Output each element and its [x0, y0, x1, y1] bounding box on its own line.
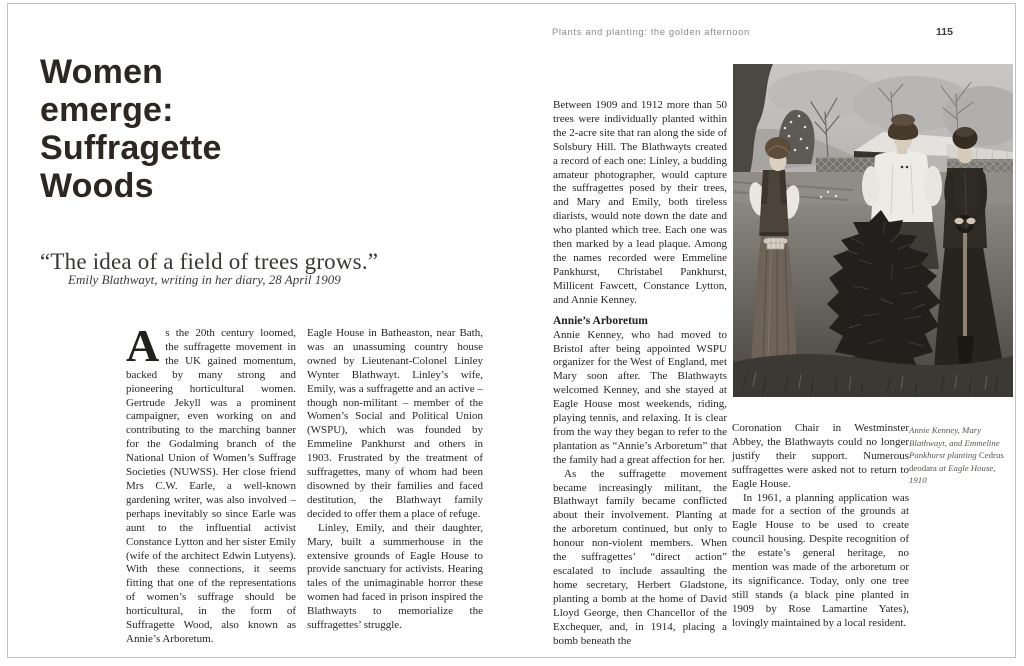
title-line: Women: [40, 52, 164, 91]
left-page-column-1: [126, 320, 296, 647]
body-paragraph: In 1961, a planning application was made for a section of the grounds at Eagle House to be used to create council housing. Despite recognition of the estate’s general heritage, no mention was made of the arboretum or its significance. Today, only one tree still stands (a black pine planted in 1909 by Rose Lamartine Yates), lovingly maintained by a local resident.: [732, 491, 909, 629]
body-paragraph: Linley, Emily, and their daughter, Mary, built a summerhouse in the extensive grounds of Eagle House to provide sanctuary for activists. Hearing tales of the unimaginable horror these women had faced in prison inspired the Blathwayts to memorialize the suffragettes’ struggle.: [307, 521, 483, 632]
title-line: Suffragette: [40, 128, 222, 167]
photo-illustration: [733, 64, 1013, 397]
chapter-title: [40, 53, 370, 205]
drop-cap: A: [126, 320, 160, 371]
body-paragraph: Coronation Chair in Westminster Abbey, the Blathwayts could no longer justify their support. Numerous suffragettes were asked not to return to Eagle House.: [732, 422, 909, 490]
caption-species-name: Cedrus deodara: [909, 450, 1004, 473]
right-page-column-1: [553, 99, 727, 648]
title-line: Woods: [40, 166, 154, 205]
archival-photo: [733, 64, 1013, 397]
title-line: emerge:: [40, 90, 174, 129]
body-paragraph: Between 1909 and 1912 more than 50 trees were individually planted within the 2-acre site that ran along the side of Solsbury Hill. The Blathwayts created a record of each one: Linley, a budding amateur photographer, would capture the suffragettes posed by their trees, and Mary and Emily, both tireless diarists, would note down the date and who planted which tree. Each one was then marked by a lead plaque. Among the names recorded were Emmeline Pankhurst, Christabel Pankhurst, Millicent Fawcett, Constance Lytton, and Annie Kenney.: [553, 99, 727, 306]
quote-attribution: Emily Blathwayt, writing in her diary, 28 April 1909: [68, 272, 341, 287]
body-text: s the 20th century loomed, the suffragette movement in the UK gained momentum, backed by many strong and pioneering horticultural women. Gertrude Jekyll was a prominent campaigner, even working on and contributing to the marching banner for the Godalming branch of the National Union of Women’s Suffrage Societies (NUWSS). Her close friend Mrs C.W. Earle, a well-known gardening writer, was also involved – perhaps inevitably so since Earle was aunt to the influential activist Constance Lytton and her sister Emily (wife of the architect Edwin Lutyens). With these connections, it seems fitting that one of the representations of women’s suffrage should be horticultural, in the form of Suffragette Wood, also known as Annie’s Arboretum.: [126, 327, 296, 645]
right-page-column-2: [732, 422, 909, 631]
section-heading: Annie’s Arboretum: [553, 314, 648, 327]
body-paragraph: [126, 320, 296, 647]
body-paragraph: Annie Kenney, who had moved to Bristol after being appointed WSPU organizer for the West of England, met Mary soon after. The Blathwayts welcomed Kenney, and she stayed at Eagle House most weekends, riding, playing tennis, and relaxing. It is clear from the way they began to refer to the plantation as “Annie’s Arboretum” that the family had a great affection for her.: [553, 328, 727, 466]
caption-text: at Eagle House, 1910: [909, 462, 996, 486]
photo-caption: [909, 424, 1013, 487]
page-number: 115: [936, 26, 953, 38]
caption-text: Annie Kenney, Mary Blathwayt, and Emmeline Pankhurst planting: [909, 425, 1000, 461]
body-paragraph: Eagle House in Batheaston, near Bath, was an unassuming country house owned by Lieutenant-Colonel Linley Wynter Blathwayt. Linley’s wife, Emily, was a suffragette and an active – though non-militant – member of the Women’s Social and Political Union (WSPU), which was founded by Emmeline Pankhurst and others in 1903. Frustrated by the treatment of suffragettes, many of whom had been disowned by their families and faced destitution, the Blathwayt family decided to offer them a place of refuge.: [307, 327, 483, 520]
body-paragraph: As the suffragette movement became increasingly militant, the Blathwayt family became conflicted about their involvement. Planting at the arboretum continued, but only to honour non-violent members. When the suffragettes’ “direct action” escalated to include assaulting the home secretary, Herbert Gladstone, planting a bomb at the home of David Lloyd George, then Chancellor of the Exchequer, and, in 1914, placing a bomb beneath the: [553, 467, 727, 647]
pull-quote: “The idea of a field of trees grows.”: [40, 249, 379, 274]
left-page-column-2: [307, 327, 483, 647]
running-head: Plants and planting: the golden afternoon: [552, 27, 750, 38]
left-page-text-columns: [126, 320, 483, 647]
